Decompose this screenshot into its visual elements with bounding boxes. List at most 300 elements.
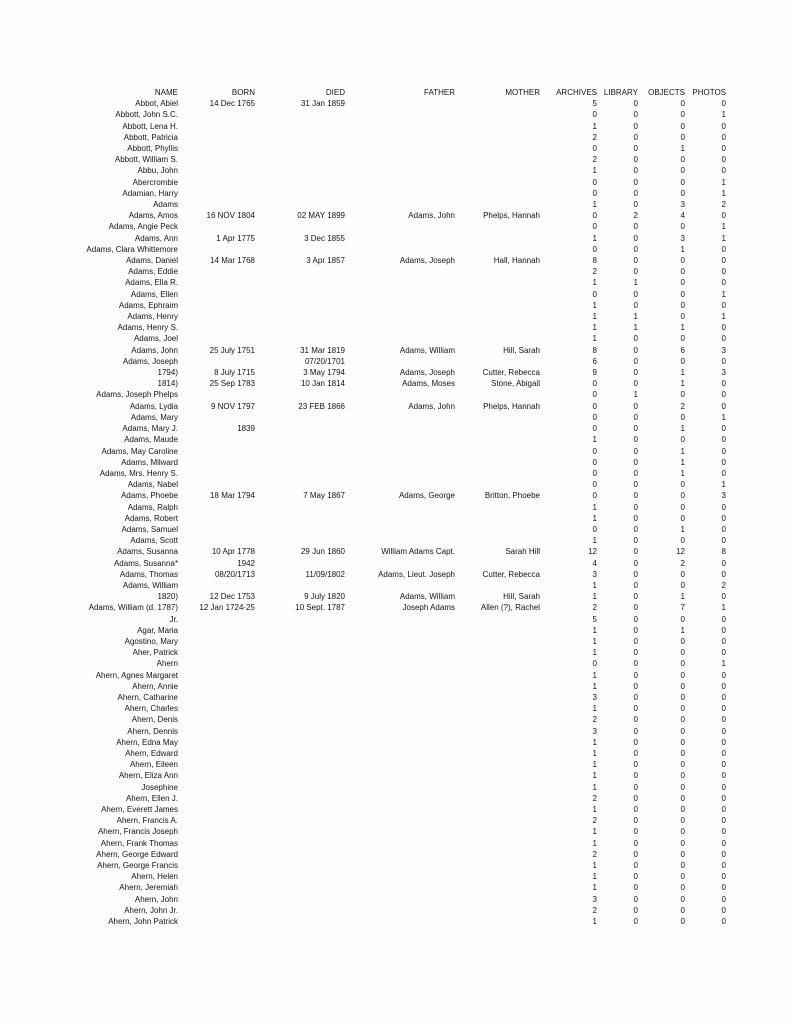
cell-archives: 1 xyxy=(592,312,597,322)
cell-mother xyxy=(455,647,540,658)
cell-father xyxy=(345,770,455,781)
table-row xyxy=(0,401,726,412)
column-header-photos: PHOTOS xyxy=(692,88,726,97)
cell-died xyxy=(255,838,345,849)
cell-library: 0 xyxy=(633,771,638,781)
cell-born xyxy=(178,714,255,725)
cell-name: Adams, William xyxy=(122,580,178,590)
cell-photos: 0 xyxy=(721,300,726,310)
cell-name: Ahern, Agnes Margaret xyxy=(95,670,178,680)
cell-died xyxy=(255,289,345,300)
cell-archives: 2 xyxy=(592,603,597,613)
cell-father xyxy=(345,737,455,748)
cell-mother xyxy=(455,132,540,143)
cell-library: 0 xyxy=(633,760,638,770)
cell-photos: 0 xyxy=(721,737,726,747)
cell-library: 0 xyxy=(633,547,638,557)
cell-mother: Hall, Hannah xyxy=(493,256,540,266)
cell-library: 2 xyxy=(633,211,638,221)
cell-father xyxy=(345,826,455,837)
cell-died xyxy=(255,154,345,165)
cell-objects: 0 xyxy=(680,816,685,826)
cell-died xyxy=(255,221,345,232)
cell-library: 0 xyxy=(633,782,638,792)
cell-mother: Cutter, Rebecca xyxy=(482,368,540,378)
cell-father: William Adams Capt. xyxy=(381,547,455,557)
cell-library: 0 xyxy=(633,379,638,389)
cell-objects: 0 xyxy=(680,894,685,904)
table-row xyxy=(0,838,726,849)
cell-objects: 0 xyxy=(680,132,685,142)
cell-father xyxy=(345,815,455,826)
cell-died xyxy=(255,636,345,647)
cell-name: Adamian, Harry xyxy=(122,188,178,198)
cell-name: Ahern, Denis xyxy=(131,715,178,725)
cell-archives: 1 xyxy=(592,300,597,310)
cell-died: 9 July 1820 xyxy=(304,592,345,602)
cell-photos: 0 xyxy=(721,625,726,635)
cell-father: Adams, Moses xyxy=(402,379,455,389)
cell-born: 1 Apr 1775 xyxy=(216,233,255,243)
cell-died xyxy=(255,389,345,400)
cell-born xyxy=(178,356,255,367)
cell-photos: 0 xyxy=(721,838,726,848)
cell-objects: 0 xyxy=(680,861,685,871)
cell-name: 1820) xyxy=(157,592,178,602)
cell-name: Agostino, Mary xyxy=(124,636,178,646)
cell-died xyxy=(255,300,345,311)
cell-mother xyxy=(455,737,540,748)
cell-archives: 0 xyxy=(592,480,597,490)
table-row xyxy=(0,423,726,434)
cell-father xyxy=(345,838,455,849)
cell-father xyxy=(345,109,455,120)
cell-photos: 0 xyxy=(721,782,726,792)
cell-born xyxy=(178,916,255,927)
cell-library: 1 xyxy=(633,390,638,400)
cell-photos: 0 xyxy=(721,883,726,893)
cell-photos: 1 xyxy=(721,177,726,187)
cell-photos: 0 xyxy=(721,849,726,859)
cell-born xyxy=(178,726,255,737)
cell-name: Adams, Amos xyxy=(128,211,178,221)
cell-born xyxy=(178,614,255,625)
cell-library: 0 xyxy=(633,300,638,310)
cell-photos: 0 xyxy=(721,771,726,781)
cell-library: 0 xyxy=(633,861,638,871)
cell-objects: 1 xyxy=(680,323,685,333)
table-row xyxy=(0,121,726,132)
cell-father xyxy=(345,132,455,143)
cell-mother xyxy=(455,670,540,681)
cell-library: 1 xyxy=(633,278,638,288)
cell-father xyxy=(345,277,455,288)
table-row xyxy=(0,759,726,770)
cell-archives: 2 xyxy=(592,793,597,803)
cell-born xyxy=(178,737,255,748)
table-row xyxy=(0,221,726,232)
cell-objects: 0 xyxy=(680,648,685,658)
cell-photos: 0 xyxy=(721,278,726,288)
cell-mother: Britton, Phoebe xyxy=(484,491,540,501)
cell-born xyxy=(178,905,255,916)
cell-mother xyxy=(455,513,540,524)
cell-objects: 1 xyxy=(680,468,685,478)
cell-born xyxy=(178,636,255,647)
cell-born xyxy=(178,311,255,322)
cell-library: 0 xyxy=(633,345,638,355)
cell-name: Adams, Joseph xyxy=(122,356,178,366)
cell-name: Adams, Ellen xyxy=(130,289,178,299)
cell-name: Adams, Samuel xyxy=(121,524,178,534)
cell-father xyxy=(345,524,455,535)
cell-mother xyxy=(455,558,540,569)
column-header-name: NAME xyxy=(154,88,178,97)
cell-objects: 1 xyxy=(680,457,685,467)
cell-mother xyxy=(455,524,540,535)
cell-died xyxy=(255,815,345,826)
cell-name: Ahern, Annie xyxy=(132,681,178,691)
cell-born xyxy=(178,770,255,781)
cell-archives: 0 xyxy=(592,289,597,299)
cell-born xyxy=(178,782,255,793)
cell-photos: 0 xyxy=(721,648,726,658)
cell-mother xyxy=(455,165,540,176)
cell-library: 0 xyxy=(633,468,638,478)
cell-mother: Phelps, Hannah xyxy=(483,401,540,411)
cell-father xyxy=(345,165,455,176)
cell-died xyxy=(255,333,345,344)
cell-father: Joseph Adams xyxy=(402,603,455,613)
cell-name: Adams, Thomas xyxy=(119,569,178,579)
cell-objects: 0 xyxy=(680,177,685,187)
cell-born xyxy=(178,860,255,871)
cell-archives: 1 xyxy=(592,681,597,691)
cell-died xyxy=(255,188,345,199)
cell-objects: 0 xyxy=(680,580,685,590)
cell-name: Ahern, Helen xyxy=(131,872,178,882)
table-row xyxy=(0,98,726,109)
cell-name: Adams, Mrs. Henry S. xyxy=(99,468,178,478)
cell-mother xyxy=(455,300,540,311)
cell-archives: 1 xyxy=(592,233,597,243)
cell-died xyxy=(255,670,345,681)
cell-archives: 0 xyxy=(592,446,597,456)
cell-died xyxy=(255,849,345,860)
cell-born: 10 Apr 1778 xyxy=(211,547,255,557)
cell-library: 0 xyxy=(633,536,638,546)
cell-father xyxy=(345,647,455,658)
table-row xyxy=(0,457,726,468)
table-row xyxy=(0,614,726,625)
cell-name: Agar, Maria xyxy=(137,625,178,635)
cell-name: Adams, Daniel xyxy=(125,256,178,266)
cell-name: Ahern, Catharine xyxy=(117,692,178,702)
table-row xyxy=(0,345,726,356)
cell-photos: 0 xyxy=(721,558,726,568)
cell-library: 0 xyxy=(633,446,638,456)
cell-father xyxy=(345,916,455,927)
cell-library: 0 xyxy=(633,368,638,378)
cell-objects: 0 xyxy=(680,838,685,848)
cell-library: 0 xyxy=(633,614,638,624)
cell-mother xyxy=(455,143,540,154)
cell-mother xyxy=(455,266,540,277)
table-row xyxy=(0,905,726,916)
cell-name: Ahern, Eileen xyxy=(129,760,178,770)
table-row xyxy=(0,524,726,535)
cell-archives: 2 xyxy=(592,715,597,725)
cell-archives: 1 xyxy=(592,861,597,871)
cell-archives: 12 xyxy=(588,547,597,557)
cell-father xyxy=(345,177,455,188)
cell-objects: 0 xyxy=(680,312,685,322)
cell-archives: 1 xyxy=(592,827,597,837)
cell-name: Ahern, Jeremiah xyxy=(119,883,178,893)
table-row xyxy=(0,849,726,860)
cell-born xyxy=(178,849,255,860)
cell-archives: 1 xyxy=(592,636,597,646)
cell-mother xyxy=(455,714,540,725)
cell-objects: 0 xyxy=(680,412,685,422)
cell-objects: 0 xyxy=(680,480,685,490)
cell-objects: 3 xyxy=(680,200,685,210)
cell-mother: Stone, Abigail xyxy=(491,379,540,389)
cell-died xyxy=(255,558,345,569)
cell-died xyxy=(255,121,345,132)
cell-died xyxy=(255,165,345,176)
cell-objects: 12 xyxy=(676,547,685,557)
cell-mother xyxy=(455,277,540,288)
cell-father xyxy=(345,412,455,423)
cell-archives: 0 xyxy=(592,468,597,478)
cell-name: Adams, William (d. 1787) xyxy=(88,603,178,613)
cell-mother xyxy=(455,468,540,479)
cell-photos: 1 xyxy=(721,110,726,120)
cell-objects: 0 xyxy=(680,715,685,725)
cell-mother xyxy=(455,692,540,703)
cell-photos: 1 xyxy=(721,659,726,669)
cell-father xyxy=(345,535,455,546)
cell-archives: 4 xyxy=(592,558,597,568)
cell-died xyxy=(255,614,345,625)
cell-mother xyxy=(455,681,540,692)
cell-library: 0 xyxy=(633,603,638,613)
cell-objects: 0 xyxy=(680,110,685,120)
table-row xyxy=(0,804,726,815)
cell-father xyxy=(345,658,455,669)
cell-died xyxy=(255,468,345,479)
table-row xyxy=(0,782,726,793)
cell-born xyxy=(178,826,255,837)
table-row xyxy=(0,188,726,199)
cell-father xyxy=(345,748,455,759)
cell-archives: 0 xyxy=(592,390,597,400)
cell-born xyxy=(178,154,255,165)
cell-name: 1794) xyxy=(157,368,178,378)
cell-born xyxy=(178,479,255,490)
cell-objects: 0 xyxy=(680,737,685,747)
cell-father xyxy=(345,894,455,905)
cell-born xyxy=(178,434,255,445)
cell-mother xyxy=(455,658,540,669)
cell-name: Adams, Henry xyxy=(127,312,178,322)
cell-father xyxy=(345,154,455,165)
cell-father xyxy=(345,356,455,367)
cell-mother xyxy=(455,121,540,132)
cell-objects: 0 xyxy=(680,502,685,512)
cell-father xyxy=(345,681,455,692)
cell-father xyxy=(345,244,455,255)
cell-born xyxy=(178,277,255,288)
table-row xyxy=(0,434,726,445)
table-row xyxy=(0,389,726,400)
cell-father: Adams, William xyxy=(399,345,455,355)
cell-name: Adams, Ephraim xyxy=(118,300,178,310)
cell-objects: 0 xyxy=(680,849,685,859)
cell-father: Adams, Joseph xyxy=(399,368,455,378)
cell-mother xyxy=(455,412,540,423)
table-row xyxy=(0,558,726,569)
cell-objects: 0 xyxy=(680,636,685,646)
cell-archives: 1 xyxy=(592,435,597,445)
cell-born xyxy=(178,793,255,804)
cell-name: Adams, Susanna* xyxy=(113,558,178,568)
table-row xyxy=(0,871,726,882)
cell-born xyxy=(178,446,255,457)
cell-died xyxy=(255,681,345,692)
cell-name: Adams, Ralph xyxy=(127,502,178,512)
cell-photos: 0 xyxy=(721,793,726,803)
cell-library: 1 xyxy=(633,323,638,333)
cell-mother xyxy=(455,894,540,905)
cell-died xyxy=(255,132,345,143)
cell-name: Ahern, George Edward xyxy=(96,849,178,859)
cell-died: 07/20/1701 xyxy=(304,356,345,366)
table-row xyxy=(0,513,726,524)
cell-name: Abbott, Phyllis xyxy=(127,144,178,154)
cell-photos: 0 xyxy=(721,435,726,445)
cell-name: Abbott, Lena H. xyxy=(122,121,178,131)
cell-photos: 1 xyxy=(721,233,726,243)
cell-objects: 1 xyxy=(680,424,685,434)
cell-born xyxy=(178,759,255,770)
cell-photos: 0 xyxy=(721,614,726,624)
cell-died xyxy=(255,782,345,793)
cell-died xyxy=(255,793,345,804)
cell-library: 0 xyxy=(633,681,638,691)
cell-father xyxy=(345,793,455,804)
cell-archives: 0 xyxy=(592,659,597,669)
cell-archives: 3 xyxy=(592,726,597,736)
cell-father xyxy=(345,479,455,490)
cell-born: 14 Mar 1768 xyxy=(210,256,255,266)
cell-archives: 0 xyxy=(592,222,597,232)
cell-photos: 0 xyxy=(721,569,726,579)
cell-archives: 1 xyxy=(592,917,597,927)
cell-objects: 0 xyxy=(680,334,685,344)
cell-died xyxy=(255,513,345,524)
cell-photos: 0 xyxy=(721,681,726,691)
cell-photos: 2 xyxy=(721,580,726,590)
cell-name: Abbott, Patricia xyxy=(123,132,178,142)
cell-library: 0 xyxy=(633,715,638,725)
cell-name: Adams, Mary xyxy=(130,412,178,422)
table-row xyxy=(0,210,726,221)
cell-library: 0 xyxy=(633,872,638,882)
cell-mother xyxy=(455,244,540,255)
table-row xyxy=(0,356,726,367)
cell-mother xyxy=(455,726,540,737)
cell-mother: Hill, Sarah xyxy=(503,592,540,602)
cell-mother xyxy=(455,804,540,815)
cell-library: 0 xyxy=(633,726,638,736)
cell-objects: 1 xyxy=(680,524,685,534)
cell-photos: 0 xyxy=(721,244,726,254)
cell-name: Ahern, Everett James xyxy=(101,805,178,814)
cell-name: Adams, Ella R. xyxy=(125,278,178,288)
cell-born xyxy=(178,838,255,849)
cell-archives: 1 xyxy=(592,805,597,814)
cell-died: 02 MAY 1899 xyxy=(297,211,345,221)
cell-mother xyxy=(455,748,540,759)
cell-name: Adams, Lydia xyxy=(129,401,178,411)
cell-archives: 1 xyxy=(592,592,597,602)
cell-born: 8 July 1715 xyxy=(214,368,255,378)
cell-mother xyxy=(455,636,540,647)
column-header-father: FATHER xyxy=(424,88,455,97)
table-row xyxy=(0,602,726,613)
cell-born xyxy=(178,580,255,591)
cell-born xyxy=(178,412,255,423)
cell-died xyxy=(255,244,345,255)
cell-died xyxy=(255,199,345,210)
cell-objects: 0 xyxy=(680,491,685,501)
cell-photos: 0 xyxy=(721,424,726,434)
cell-father xyxy=(345,389,455,400)
cell-library: 0 xyxy=(633,558,638,568)
column-header-archives: ARCHIVES xyxy=(556,88,597,97)
cell-mother xyxy=(455,311,540,322)
cell-mother: Phelps, Hannah xyxy=(483,211,540,221)
table-row xyxy=(0,658,726,669)
table-row xyxy=(0,199,726,210)
cell-name: Josephine xyxy=(141,782,178,792)
cell-photos: 0 xyxy=(721,805,726,814)
cell-objects: 1 xyxy=(680,244,685,254)
cell-photos: 0 xyxy=(721,636,726,646)
table-row xyxy=(0,322,726,333)
cell-born xyxy=(178,468,255,479)
cell-archives: 1 xyxy=(592,760,597,770)
cell-objects: 0 xyxy=(680,289,685,299)
cell-mother xyxy=(455,322,540,333)
cell-photos: 0 xyxy=(721,905,726,915)
cell-born xyxy=(178,692,255,703)
table-row xyxy=(0,277,726,288)
cell-objects: 0 xyxy=(680,748,685,758)
cell-photos: 0 xyxy=(721,917,726,927)
cell-died xyxy=(255,658,345,669)
cell-born xyxy=(178,647,255,658)
cell-library: 0 xyxy=(633,244,638,254)
cell-father xyxy=(345,580,455,591)
cell-name: Adams, Joseph Phelps xyxy=(96,390,178,400)
cell-library: 0 xyxy=(633,524,638,534)
cell-objects: 0 xyxy=(680,681,685,691)
header-row xyxy=(0,87,726,98)
cell-objects: 4 xyxy=(680,211,685,221)
